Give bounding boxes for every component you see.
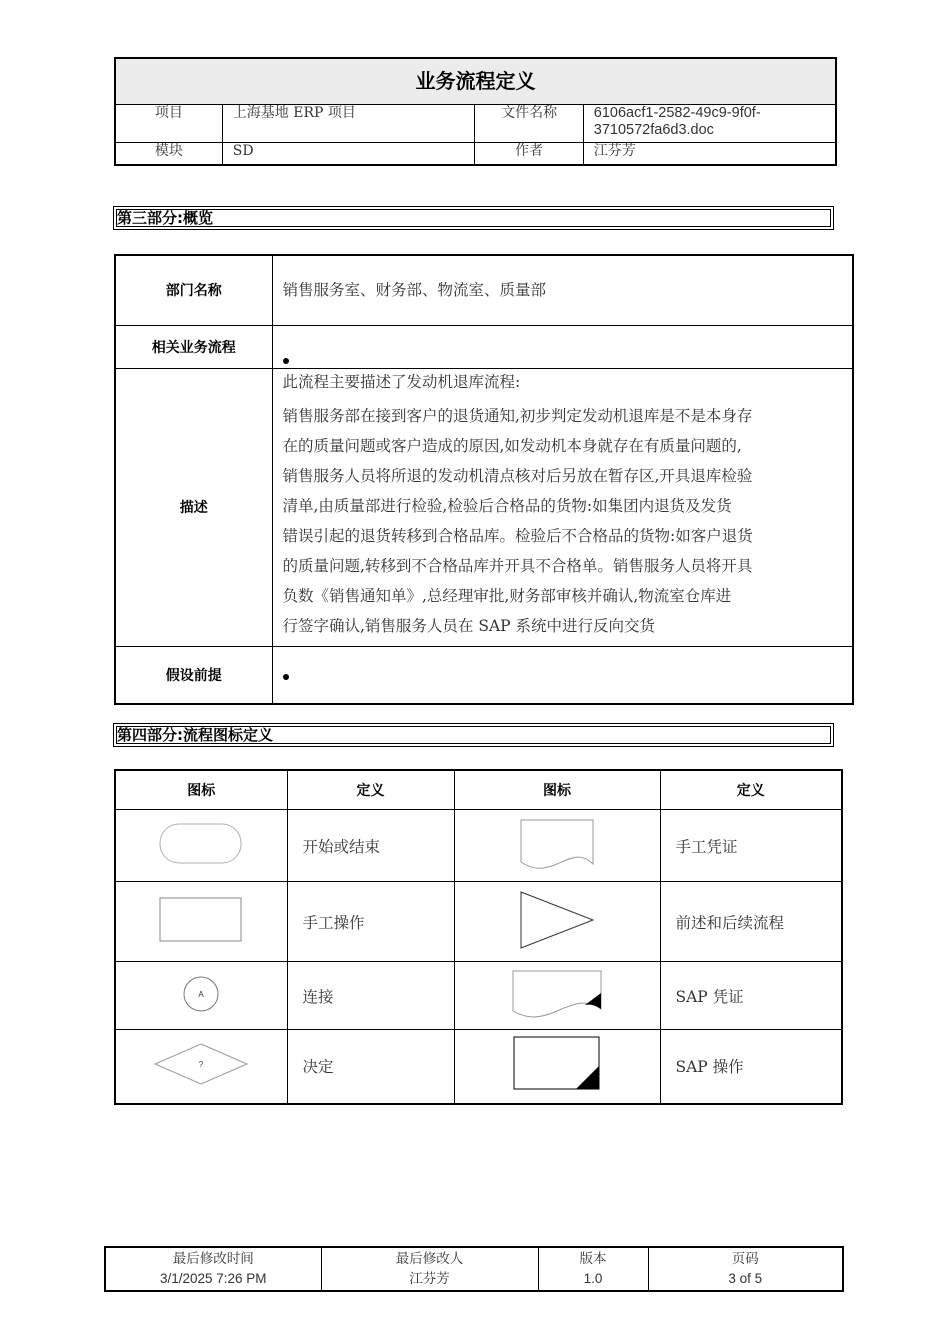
connector-def: 连接 (287, 962, 454, 1030)
description-label: 描述 (115, 368, 272, 646)
modifier-label: 最后修改人 (395, 1251, 464, 1267)
description-line: 的质量问题,转移到不合格品库并开具不合格单。销售服务人员将开具 (282, 556, 753, 575)
author-label: 作者 (475, 143, 583, 165)
page-label: 页码 (731, 1251, 759, 1267)
manual-operation-cell (115, 882, 287, 962)
sap-document-icon (511, 969, 603, 1019)
assumption-label: 假设前提 (115, 646, 272, 704)
description-line: 清单,由质量部进行检验,检验后合格品的货物:如集团内退货及发货 (282, 496, 732, 515)
project-label: 项目 (115, 105, 222, 143)
off-page-process-def: 前述和后续流程 (660, 882, 842, 962)
sap-operation-icon (513, 1036, 601, 1092)
module-label: 模块 (115, 143, 222, 165)
connector-letter: A (198, 989, 204, 999)
filename-line-1: 6106acf1-2582-49c9-9f0f- (593, 105, 761, 121)
sap-document-def: SAP 凭证 (660, 962, 842, 1030)
dept-value: 销售服务室、财务部、物流室、质量部 (272, 255, 853, 325)
filename-label: 文件名称 (475, 105, 583, 143)
connector-cell (115, 962, 287, 1030)
manual-document-cell (454, 810, 660, 882)
col-def-header: 定义 (660, 770, 842, 810)
modifier-value: 江芬芳 (409, 1271, 450, 1287)
off-page-process-cell (454, 882, 660, 962)
section-3-inner-frame (116, 209, 831, 227)
col-icon-header: 图标 (454, 770, 660, 810)
modified-time-label: 最后修改时间 (172, 1251, 254, 1267)
section-4-header (113, 723, 834, 747)
document-footer (104, 1246, 844, 1292)
modifier-cell (321, 1247, 538, 1291)
decision-cell (115, 1030, 287, 1104)
manual-operation-icon (159, 897, 243, 943)
overview-table (114, 254, 854, 705)
col-icon-header: 图标 (115, 770, 287, 810)
description-line: 错误引起的退货转移到合格品库。检验后不合格品的货物:如客户退货 (282, 526, 753, 545)
modified-time-cell (105, 1247, 321, 1291)
sap-operation-def: SAP 操作 (660, 1030, 842, 1104)
col-def-header: 定义 (287, 770, 454, 810)
assumption-value (272, 646, 853, 704)
manual-operation-def: 手工操作 (287, 882, 454, 962)
description-line: 在的质量问题或客户造成的原因,如发动机本身就存在有质量问题的, (282, 436, 742, 455)
filename-line-2: 3710572fa6d3.doc (593, 122, 714, 138)
sap-document-cell (454, 962, 660, 1030)
off-page-process-icon (519, 890, 595, 950)
document-header (114, 57, 837, 166)
description-value (272, 368, 853, 646)
version-value: 1.0 (583, 1271, 603, 1286)
manual-document-icon (519, 818, 595, 870)
description-line: 行签字确认,销售服务人员在 SAP 系统中进行反向交货 (282, 616, 656, 635)
related-process-value (272, 325, 853, 368)
decision-icon (153, 1043, 249, 1085)
page-cell (648, 1247, 843, 1291)
terminator-def: 开始或结束 (287, 810, 454, 882)
connector-icon (182, 975, 220, 1013)
icon-definition-table (114, 769, 843, 1105)
author-value: 江芬芳 (583, 143, 836, 165)
decision-mark: ? (199, 1060, 204, 1070)
bullet-icon (283, 358, 289, 364)
description-line: 销售服务人员将所退的发动机清点核对后另放在暂存区,开具退库检验 (282, 466, 753, 485)
decision-def: 决定 (287, 1030, 454, 1104)
section-3-header (113, 206, 834, 230)
bullet-icon (283, 674, 289, 680)
modified-time-value: 3/1/2025 7:26 PM (159, 1271, 267, 1286)
terminator-cell (115, 810, 287, 882)
manual-document-def: 手工凭证 (660, 810, 842, 882)
dept-label: 部门名称 (115, 255, 272, 325)
terminator-icon (159, 823, 243, 865)
section-3-title: 第三部分:概览 (117, 209, 213, 227)
description-line: 负数《销售通知单》,总经理审批,财务部审核并确认,物流室仓库进 (282, 586, 732, 605)
project-value: 上海基地 ERP 项目 (222, 105, 475, 143)
version-label: 版本 (579, 1251, 607, 1267)
related-process-label: 相关业务流程 (115, 325, 272, 368)
sap-operation-cell (454, 1030, 660, 1104)
page-value: 3 of 5 (728, 1271, 763, 1286)
description-intro: 此流程主要描述了发动机退库流程: (282, 372, 521, 391)
document-title: 业务流程定义 (115, 58, 836, 105)
module-value: SD (222, 143, 475, 165)
description-line: 销售服务部在接到客户的退货通知,初步判定发动机退库是不是本身存 (282, 406, 753, 425)
section-4-title: 第四部分:流程图标定义 (117, 726, 273, 744)
filename-value (583, 105, 836, 143)
version-cell (538, 1247, 648, 1291)
description-body (283, 401, 839, 641)
